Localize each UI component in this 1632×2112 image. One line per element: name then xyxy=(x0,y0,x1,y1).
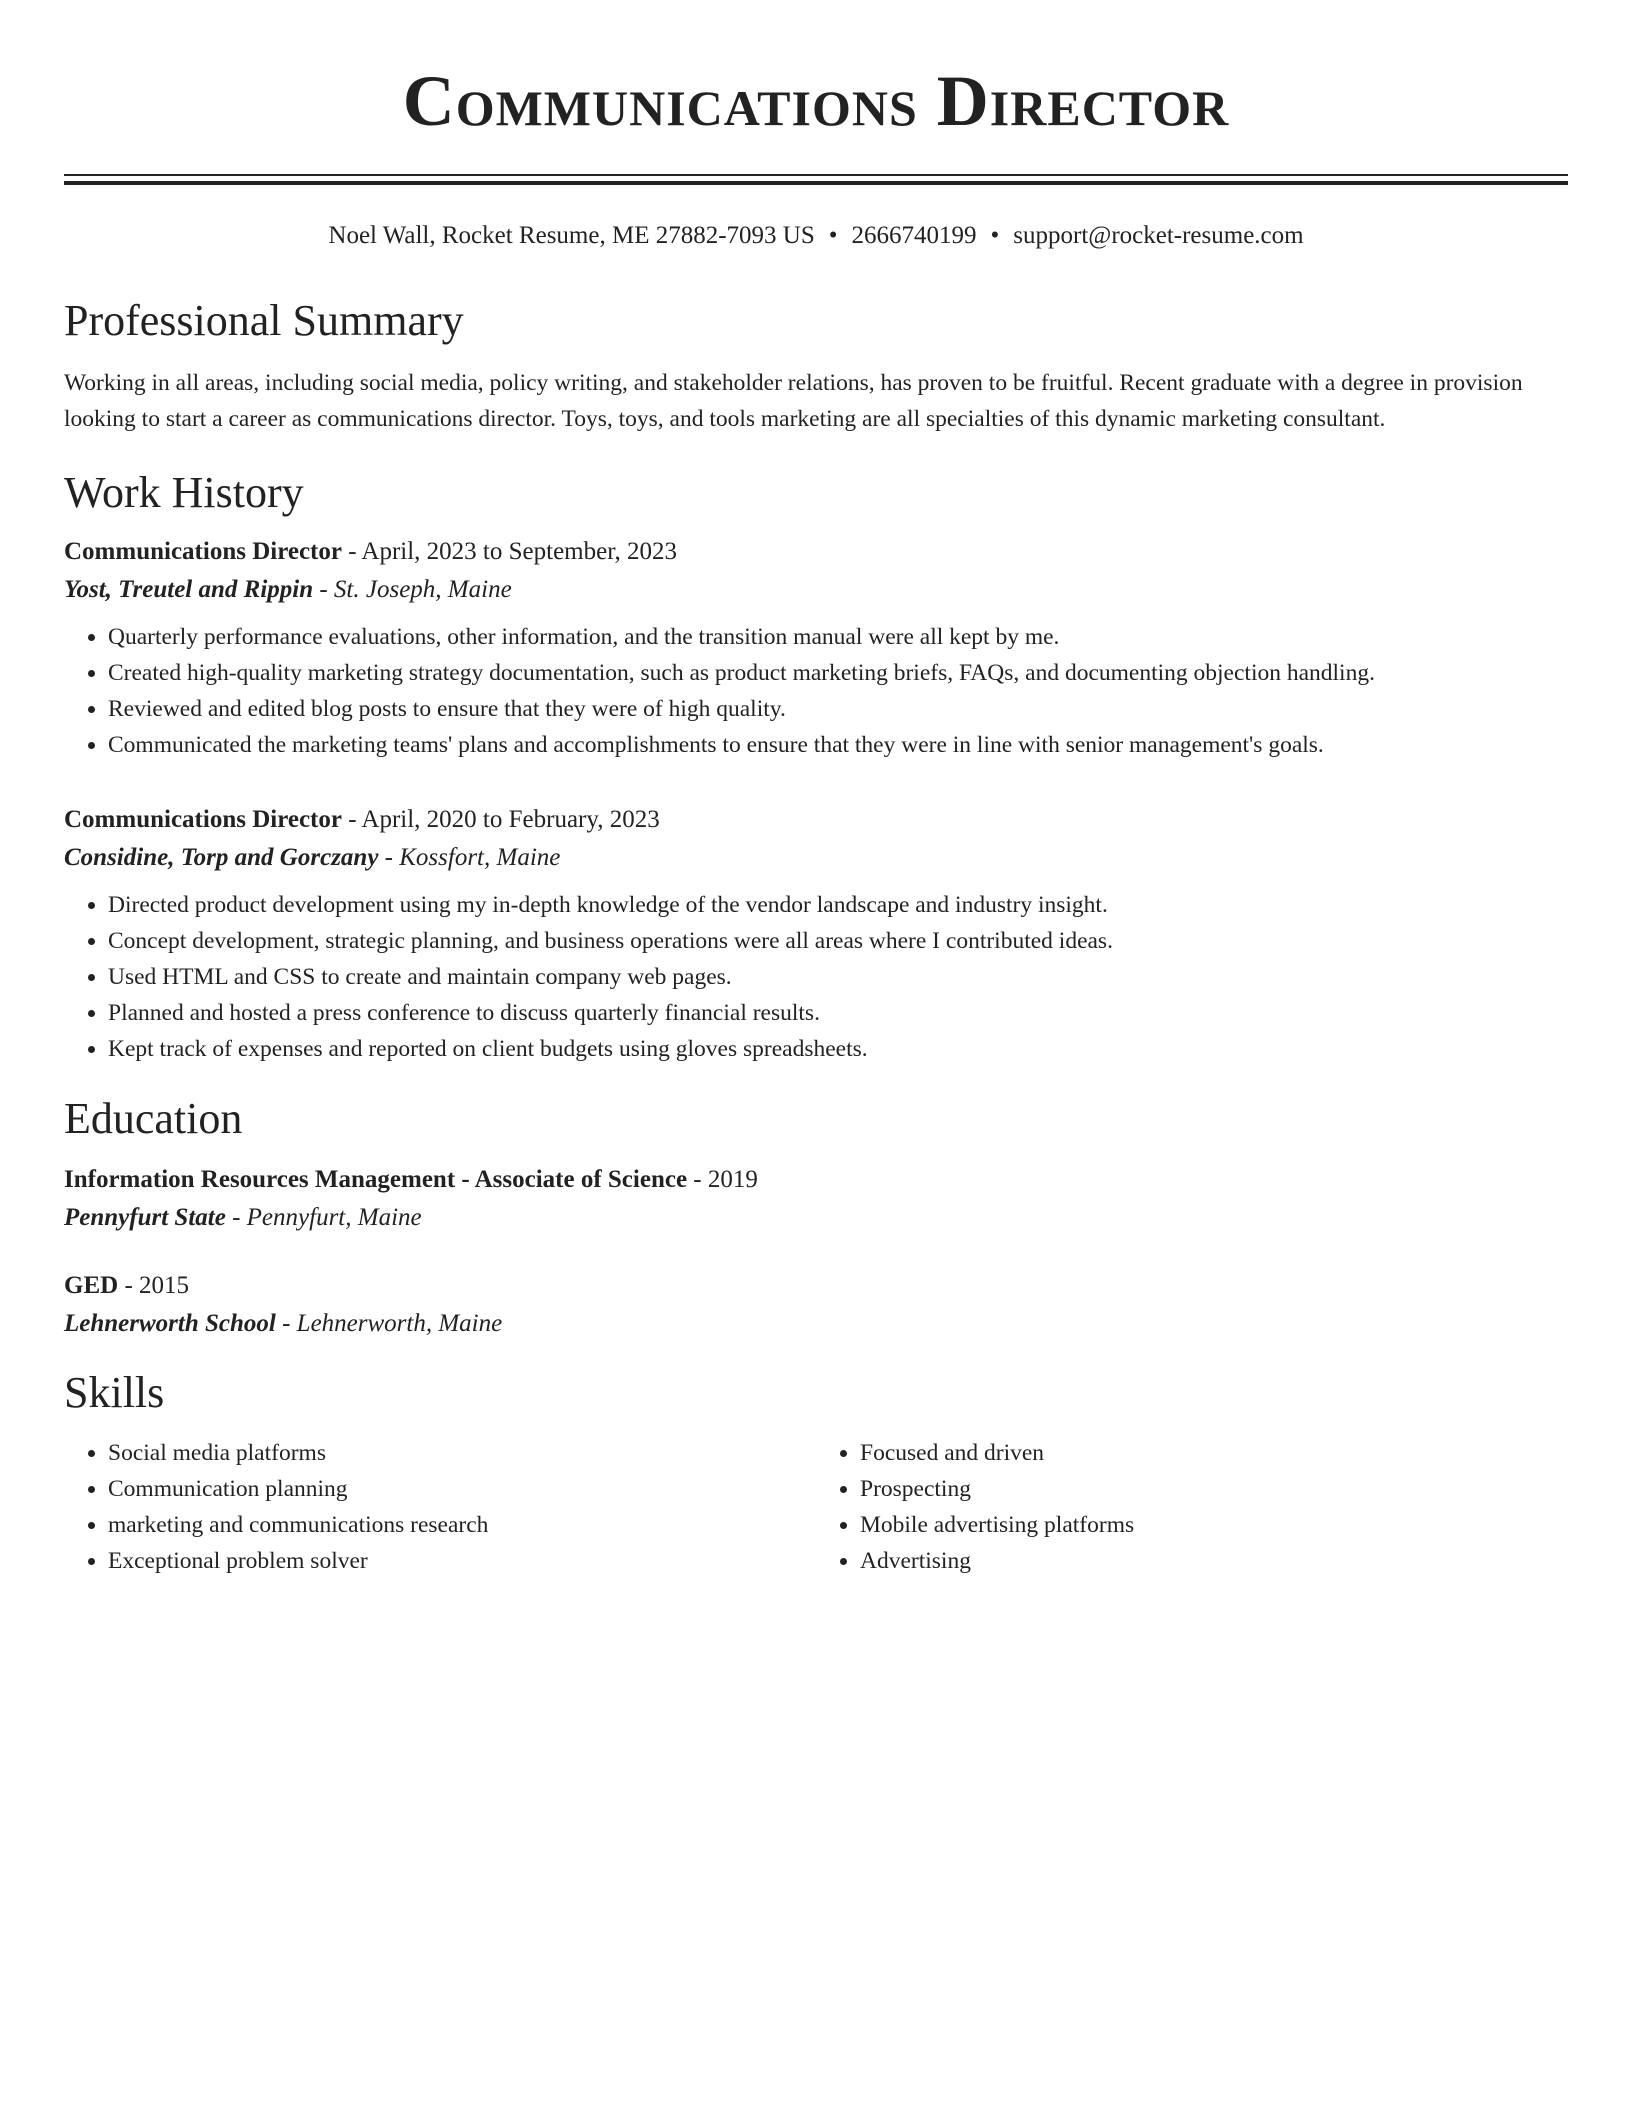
skills-list-right xyxy=(816,1435,1568,1579)
job-bullets xyxy=(64,887,1568,1067)
skill-item: • Communication planning xyxy=(108,1471,816,1507)
job-title: Communications Director xyxy=(64,806,342,833)
skill-item: • Exceptional problem solver xyxy=(108,1543,816,1579)
education-location: - Lehnerworth, Maine xyxy=(275,1310,503,1337)
job-header xyxy=(64,801,1568,839)
contact-separator: • xyxy=(828,222,838,249)
summary-heading: Professional Summary xyxy=(64,296,464,345)
work-history-heading: Work History xyxy=(64,468,304,517)
contact-line xyxy=(64,219,1568,253)
contact-separator: • xyxy=(990,222,1000,249)
title-rule-thick xyxy=(64,181,1568,185)
skills-columns xyxy=(64,1435,1568,1579)
job-employer xyxy=(64,839,1568,877)
job-bullet: • Reviewed and edited blog posts to ensure that they were of high quality. xyxy=(108,691,1568,727)
skill-item: • Mobile advertising platforms xyxy=(860,1507,1568,1543)
education-entry xyxy=(64,1161,1568,1237)
skill-item: • Prospecting xyxy=(860,1471,1568,1507)
education-entry xyxy=(64,1267,1568,1343)
job-location: - St. Joseph, Maine xyxy=(313,576,512,603)
skills-list-left xyxy=(64,1435,816,1579)
education-degree: Information Resources Management - Associate of Science xyxy=(64,1166,688,1193)
job-bullet: • Communicated the marketing teams' plans and accomplishments to ensure that they were in line with senior management's goals. xyxy=(108,727,1568,763)
skill-item: • Social media platforms xyxy=(108,1435,816,1471)
education-degree: GED xyxy=(64,1272,119,1299)
job-company: Considine, Torp and Gorczany xyxy=(64,844,379,871)
education-header xyxy=(64,1161,1568,1199)
job-bullet: • Concept development, strategic planning, and business operations were all areas where I contributed ideas. xyxy=(108,923,1568,959)
job-bullet: • Planned and hosted a press conference to discuss quarterly financial results. xyxy=(108,995,1568,1031)
education-location: - Pennyfurt, Maine xyxy=(225,1204,422,1231)
job-location: - Kossfort, Maine xyxy=(378,844,561,871)
job-employer xyxy=(64,571,1568,609)
contact-phone: 2666740199 xyxy=(851,222,977,249)
skill-item: • Advertising xyxy=(860,1543,1568,1579)
job-entry xyxy=(64,801,1568,1067)
job-company: Yost, Treutel and Rippin xyxy=(64,576,314,603)
job-bullet: • Used HTML and CSS to create and maintain company web pages. xyxy=(108,959,1568,995)
skills-heading: Skills xyxy=(64,1368,165,1417)
resume-title: Communications Director xyxy=(402,61,1230,141)
education-institution xyxy=(64,1199,1568,1237)
education-year: - 2015 xyxy=(118,1272,190,1299)
job-header xyxy=(64,533,1568,571)
skill-item: • Focused and driven xyxy=(860,1435,1568,1471)
job-title: Communications Director xyxy=(64,538,342,565)
job-bullet: • Quarterly performance evaluations, other information, and the transition manual were all kept by me. xyxy=(108,619,1568,655)
job-entry xyxy=(64,533,1568,763)
contact-email: support@rocket-resume.com xyxy=(1013,222,1304,249)
education-institution xyxy=(64,1305,1568,1343)
contact-address: Noel Wall, Rocket Resume, ME 27882-7093 US xyxy=(328,222,815,249)
skill-item: • marketing and communications research xyxy=(108,1507,816,1543)
job-dates: - April, 2023 to September, 2023 xyxy=(341,538,678,565)
title-rule-thin xyxy=(64,174,1568,176)
job-dates: - April, 2020 to February, 2023 xyxy=(341,806,660,833)
education-header xyxy=(64,1267,1568,1305)
education-year: - 2019 xyxy=(687,1166,758,1193)
education-heading: Education xyxy=(64,1094,243,1143)
job-bullet: • Directed product development using my in-depth knowledge of the vendor landscape and industry insight. xyxy=(108,887,1568,923)
job-bullet: • Kept track of expenses and reported on client budgets using gloves spreadsheets. xyxy=(108,1031,1568,1067)
education-school: Pennyfurt State xyxy=(64,1204,226,1231)
job-bullets xyxy=(64,619,1568,763)
education-school: Lehnerworth School xyxy=(64,1310,276,1337)
job-bullet: • Created high-quality marketing strategy documentation, such as product marketing briefs, FAQs, and documenting objection handling. xyxy=(108,655,1568,691)
summary-text: Working in all areas, including social media, policy writing, and stakeholder relations, has proven to be fruitful. Recent graduate with a degree in provision looking to start a career as communications director. Toys, toys, and tools marketing are all specialties of this dynamic marketing consultant. xyxy=(64,370,1523,432)
